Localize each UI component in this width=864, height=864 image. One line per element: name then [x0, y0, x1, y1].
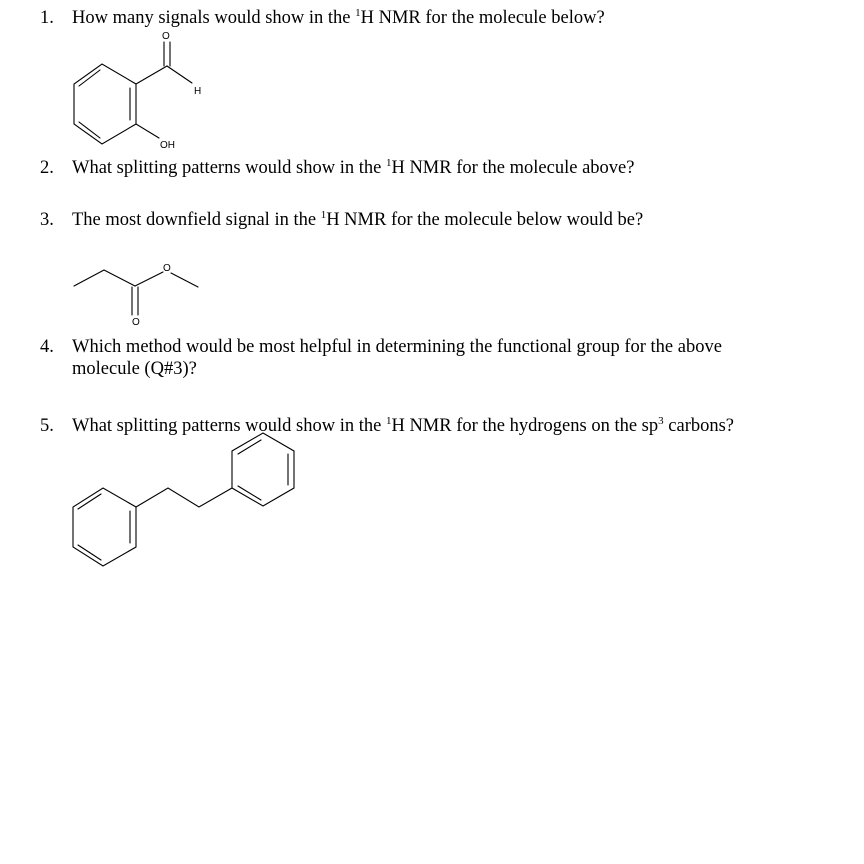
hydroxyl-label: OH	[160, 140, 175, 151]
question-number: 3.	[40, 210, 54, 230]
question-number: 4.	[40, 337, 54, 357]
question-text-line-1: Which method would be most helpful in determining the functional group for the above	[72, 337, 722, 357]
question-text: How many signals would show in the $^1$H NMR for the molecule below?	[72, 7, 605, 28]
question-text: What splitting patterns would show in the $^1$H NMR for the hydrogens on the $sp^3$ carbons?	[72, 415, 735, 436]
bibenzyl-structure	[60, 443, 300, 573]
benzene-ring	[74, 64, 136, 144]
hydrogen-label: H	[194, 86, 202, 97]
carbonyl-oxygen-label: O	[132, 317, 140, 328]
question-text: What splitting patterns would show in the $^1$H NMR for the molecule above?	[72, 157, 635, 178]
carbon-chain	[74, 270, 135, 286]
methyl-propanoate-structure	[60, 258, 210, 338]
ethylene-bridge	[136, 488, 232, 507]
benzene-ring-left	[73, 488, 136, 566]
question-text: The most downfield signal in the $^1$H NMR for the molecule below would be?	[72, 209, 644, 230]
aldehyde-h-bond	[167, 66, 192, 83]
hydroxyl-bond	[136, 124, 159, 138]
question-number: 5.	[40, 416, 54, 436]
salicylaldehyde-structure	[60, 28, 210, 158]
aldehyde-bond	[136, 66, 167, 84]
question-number: 1.	[40, 8, 54, 28]
ester-bond	[135, 272, 163, 286]
oxygen-label: O	[162, 31, 170, 42]
question-number: 2.	[40, 158, 54, 178]
inner-bond	[238, 440, 261, 454]
benzene-ring-right	[232, 433, 294, 506]
question-text-line-2: molecule (Q#3)?	[72, 359, 197, 379]
ester-bond	[171, 273, 198, 287]
ester-oxygen-label: O	[163, 263, 171, 274]
question-text	[72, 336, 864, 380]
